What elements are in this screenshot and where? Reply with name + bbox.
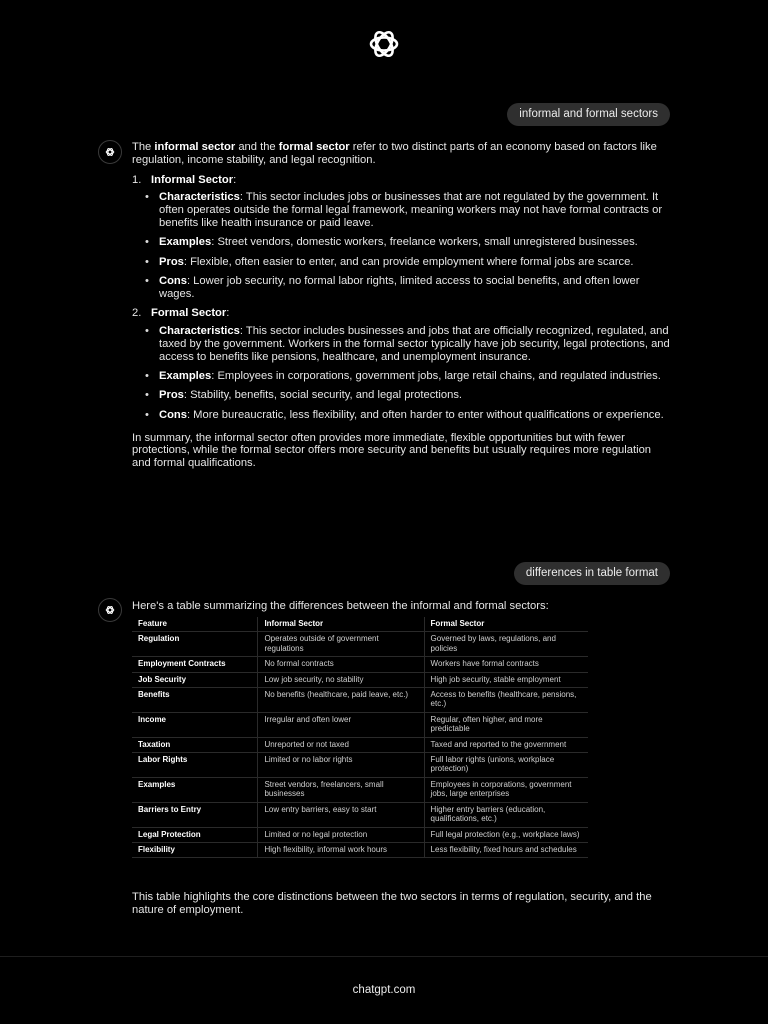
assistant-closing: This table highlights the core distinctions between the two sectors in terms of regulation, security, and the nature of employment. [132, 891, 652, 916]
table-cell: High flexibility, informal work hours [258, 842, 424, 857]
table-row [132, 737, 588, 752]
list-item: • Cons: Lower job security, no formal labor rights, limited access to social benefits, and often lower wages. [159, 275, 672, 301]
assistant-intro: Here's a table summarizing the differences between the informal and formal sectors: [132, 600, 549, 612]
table-feature-cell: Legal Protection [132, 827, 258, 842]
table-feature-cell: Income [132, 712, 258, 737]
table-row [132, 688, 588, 713]
assistant-message [132, 600, 672, 613]
list-item: • Characteristics: This sector includes businesses and jobs that are officially recognized, regulated, and taxed by the government. Workers in the formal sector typically have job security, legal protections, and access to benefits like pensions, healthcare, and unemployment insurance. [159, 325, 672, 363]
table-cell: Regular, often higher, and more predictable [424, 712, 588, 737]
user-message-text: differences in table format [525, 567, 658, 579]
footer-divider [0, 956, 768, 957]
assistant-intro: The informal sector and the formal sector refer to two distinct parts of an economy based on factors like regulation, income stability, and legal recognition. [132, 141, 657, 166]
table-feature-cell: Regulation [132, 632, 258, 657]
table-feature-cell: Examples [132, 777, 258, 802]
table-cell: Irregular and often lower [258, 712, 424, 737]
user-message-text: informal and formal sectors [519, 108, 658, 120]
table-header-row [132, 617, 588, 632]
table-cell: Limited or no legal protection [258, 827, 424, 842]
table-row [132, 777, 588, 802]
table-header-cell: Formal Sector [424, 617, 588, 632]
footer-site-label: chatgpt.com [352, 984, 416, 996]
table-cell: Employees in corporations, government jobs, large enterprises [424, 777, 588, 802]
table-cell: Low job security, no stability [258, 672, 424, 687]
table-cell: Less flexibility, fixed hours and schedules [424, 842, 588, 857]
table-cell: No benefits (healthcare, paid leave, etc.) [258, 688, 424, 713]
table-cell: Workers have formal contracts [424, 657, 588, 672]
table-feature-cell: Labor Rights [132, 753, 258, 778]
assistant-avatar [98, 598, 122, 622]
table-row [132, 802, 588, 827]
assistant-summary: In summary, the informal sector often provides more immediate, flexible opportunities but with fewer protections, while the formal sector offers more security and benefits but usually requires more regulation and formal qualifications. [132, 431, 652, 470]
list-item: • Examples: Street vendors, domestic workers, freelance workers, small unregistered businesses. [159, 236, 672, 249]
bullet-list [132, 191, 672, 300]
table-cell: Unreported or not taxed [258, 737, 424, 752]
table-row [132, 753, 588, 778]
assistant-avatar [98, 140, 122, 164]
table-row [132, 842, 588, 857]
table-cell: Higher entry barriers (education, qualifications, etc.) [424, 802, 588, 827]
table-row [132, 712, 588, 737]
table-feature-cell: Benefits [132, 688, 258, 713]
table-row [132, 657, 588, 672]
table-header-cell: Feature [132, 617, 258, 632]
table-feature-cell: Barriers to Entry [132, 802, 258, 827]
openai-logo-icon [103, 603, 117, 617]
table-header-cell: Informal Sector [258, 617, 424, 632]
table-feature-cell: Taxation [132, 737, 258, 752]
table-feature-cell: Flexibility [132, 842, 258, 857]
openai-logo-icon [103, 145, 117, 159]
user-message-bubble [514, 562, 670, 585]
assistant-message [132, 141, 672, 470]
comparison-table [132, 617, 588, 858]
table-cell: Low entry barriers, easy to start [258, 802, 424, 827]
section-heading: 1. Informal Sector: [132, 173, 237, 186]
table-feature-cell: Job Security [132, 672, 258, 687]
list-item: • Examples: Employees in corporations, government jobs, large retail chains, and regulated industries. [159, 370, 672, 383]
table-row [132, 632, 588, 657]
list-item: • Cons: More bureaucratic, less flexibility, and often harder to enter without qualifications or experience. [159, 409, 672, 422]
list-item: • Characteristics: This sector includes jobs or businesses that are not regulated by the government. It often operates outside the formal legal framework, meaning workers may not have formal contracts or benefits like health insurance or paid leave. [159, 191, 672, 229]
user-message-bubble [507, 103, 670, 126]
bullet-list [132, 325, 672, 421]
table-cell: Full legal protection (e.g., workplace laws) [424, 827, 588, 842]
table-cell: Limited or no labor rights [258, 753, 424, 778]
table-row [132, 672, 588, 687]
table-cell: No formal contracts [258, 657, 424, 672]
list-item: • Pros: Stability, benefits, social security, and legal protections. [159, 389, 672, 402]
section-heading: 2. Formal Sector: [132, 307, 230, 320]
table-cell: Access to benefits (healthcare, pensions, etc.) [424, 688, 588, 713]
table-row [132, 827, 588, 842]
table-cell: High job security, stable employment [424, 672, 588, 687]
table-cell: Taxed and reported to the government [424, 737, 588, 752]
list-item: • Pros: Flexible, often easier to enter, and can provide employment where formal jobs are scarce. [159, 256, 672, 269]
openai-logo-icon [360, 24, 408, 64]
table-cell: Full labor rights (unions, workplace protection) [424, 753, 588, 778]
table-cell: Operates outside of government regulations [258, 632, 424, 657]
table-cell: Governed by laws, regulations, and policies [424, 632, 588, 657]
table-feature-cell: Employment Contracts [132, 657, 258, 672]
table-cell: Street vendors, freelancers, small businesses [258, 777, 424, 802]
